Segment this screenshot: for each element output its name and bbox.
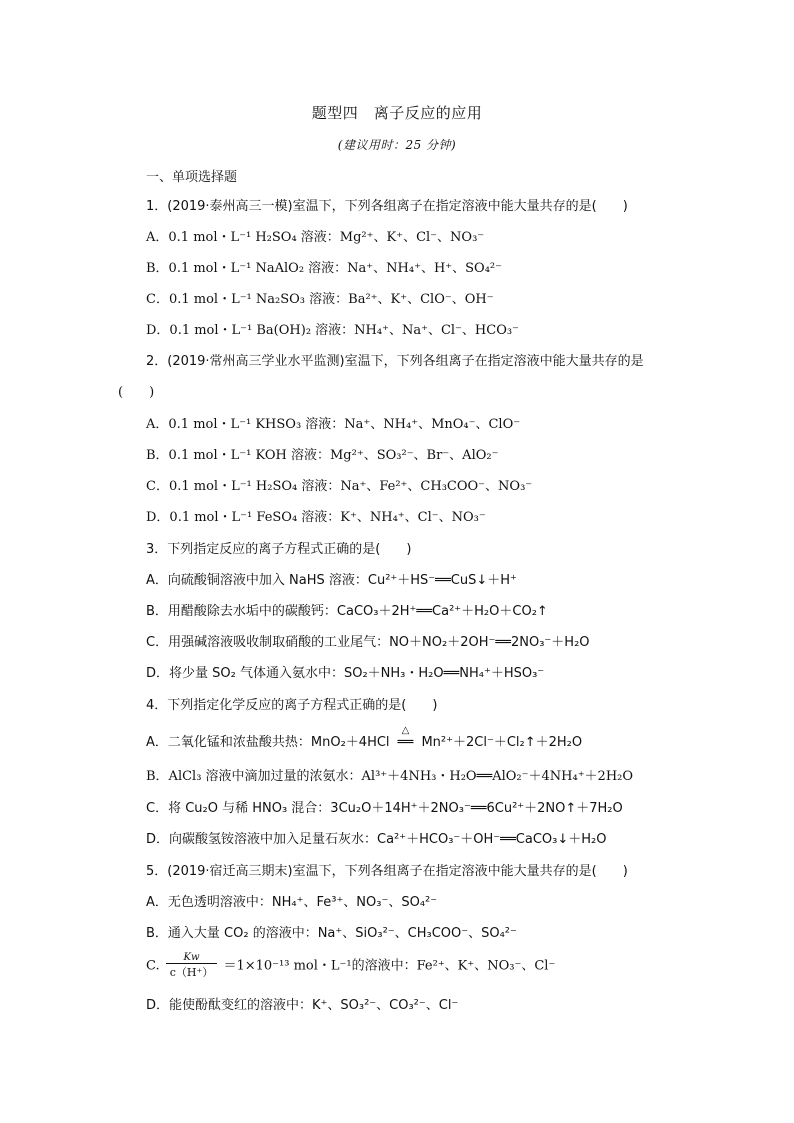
q3-stem: 3．下列指定反应的离子方程式正确的是( ) [146, 542, 412, 557]
q2-option-d: D．0.1 mol・L⁻¹ FeSO₄ 溶液：K⁺、NH₄⁺、Cl⁻、NO₃⁻ [146, 510, 486, 525]
q4-option-d: D．向碳酸氢铵溶液中加入足量石灰水：Ca²⁺＋HCO₃⁻＋OH⁻══CaCO₃↓＋H₂O [146, 832, 607, 847]
q2-option-c: C．0.1 mol・L⁻¹ H₂SO₄ 溶液：Na⁺、Fe²⁺、CH₃COO⁻、NO₃⁻ [146, 479, 533, 494]
q2-stem-cont: ( ) [118, 385, 155, 400]
q3-option-c: C．用强碱溶液吸收制取硝酸的工业尾气：NO＋NO₂＋2OH⁻══2NO₃⁻＋H₂O [146, 635, 590, 650]
q5-option-c-label: C. [146, 958, 160, 974]
section-heading: 一、单项选择题 [146, 170, 238, 185]
q1-option-c: C．0.1 mol・L⁻¹ Na₂SO₃ 溶液：Ba²⁺、K⁺、ClO⁻、OH⁻ [146, 292, 494, 307]
q3-option-b: B．用醋酸除去水垢中的碳酸钙：CaCO₃＋2H⁺══Ca²⁺＋H₂O＋CO₂↑ [146, 604, 548, 619]
q5-stem: 5．(2019·宿迁高三期末)室温下，下列各组离子在指定溶液中能大量共存的是( ) [146, 864, 628, 879]
fraction-numerator: Kw [166, 952, 218, 964]
heat-condition [394, 725, 418, 752]
q2-stem: 2．(2019·常州高三学业水平监测)室温下，下列各组离子在指定溶液中能大量共存的是 [146, 354, 644, 369]
q4-stem: 4．下列指定化学反应的离子方程式正确的是( ) [146, 698, 438, 713]
q4-option-b: B．AlCl₃ 溶液中滴加过量的浓氨水：Al³⁺＋4NH₃・H₂O══AlO₂⁻＋4NH₄⁺＋2H₂O [146, 769, 634, 784]
q3-option-a: A．向硫酸铜溶液中加入 NaHS 溶液：Cu²⁺＋HS⁻══CuS↓＋H⁺ [146, 573, 517, 588]
q5-option-b: B．通入大量 CO₂ 的溶液中：Na⁺、SiO₃²⁻、CH₃COO⁻、SO₄²⁻ [146, 926, 517, 941]
q4-option-a [146, 725, 583, 752]
q5-option-c-text: ＝1×10⁻¹³ mol・L⁻¹的溶液中：Fe²⁺、K⁺、NO₃⁻、Cl⁻ [223, 958, 556, 974]
q1-stem: 1．(2019·泰州高三一模)室温下，下列各组离子在指定溶液中能大量共存的是( ) [146, 199, 628, 214]
fraction-denominator: c（H⁺） [169, 966, 214, 979]
time-suggestion: (建议用时：25 分钟) [337, 138, 457, 152]
reaction-arrow: ══ [397, 735, 414, 750]
q4-option-a-right: Mn²⁺＋2Cl⁻＋Cl₂↑＋2H₂O [421, 735, 583, 750]
q4-option-a-left: A．二氧化锰和浓盐酸共热：MnO₂＋4HCl [146, 735, 390, 750]
q2-option-a: A．0.1 mol・L⁻¹ KHSO₃ 溶液：Na⁺、NH₄⁺、MnO₄⁻、ClO⁻ [146, 417, 521, 432]
q1-option-b: B．0.1 mol・L⁻¹ NaAlO₂ 溶液：Na⁺、NH₄⁺、H⁺、SO₄²⁻ [146, 261, 503, 276]
page-title: 题型四 离子反应的应用 [311, 104, 483, 122]
heat-triangle: △ [401, 725, 410, 736]
q3-option-d: D．将少量 SO₂ 气体通入氨水中：SO₂＋NH₃・H₂O══NH₄⁺＋HSO₃⁻ [146, 666, 545, 681]
q1-option-a: A．0.1 mol・L⁻¹ H₂SO₄ 溶液：Mg²⁺、K⁺、Cl⁻、NO₃⁻ [146, 230, 485, 245]
q5-option-a: A．无色透明溶液中：NH₄⁺、Fe³⁺、NO₃⁻、SO₄²⁻ [146, 895, 438, 910]
q1-option-d: D．0.1 mol・L⁻¹ Ba(OH)₂ 溶液：NH₄⁺、Na⁺、Cl⁻、HCO₃⁻ [146, 323, 519, 338]
q5-option-d: D．能使酚酞变红的溶液中：K⁺、SO₃²⁻、CO₃²⁻、Cl⁻ [146, 998, 459, 1013]
q5-option-c [146, 952, 555, 980]
kw-fraction [166, 952, 218, 980]
q4-option-c: C．将 Cu₂O 与稀 HNO₃ 混合：3Cu₂O＋14H⁺＋2NO₃⁻══6Cu²⁺＋2NO↑＋7H₂O [146, 801, 623, 816]
q2-option-b: B．0.1 mol・L⁻¹ KOH 溶液：Mg²⁺、SO₃²⁻、Br⁻、AlO₂⁻ [146, 448, 499, 463]
